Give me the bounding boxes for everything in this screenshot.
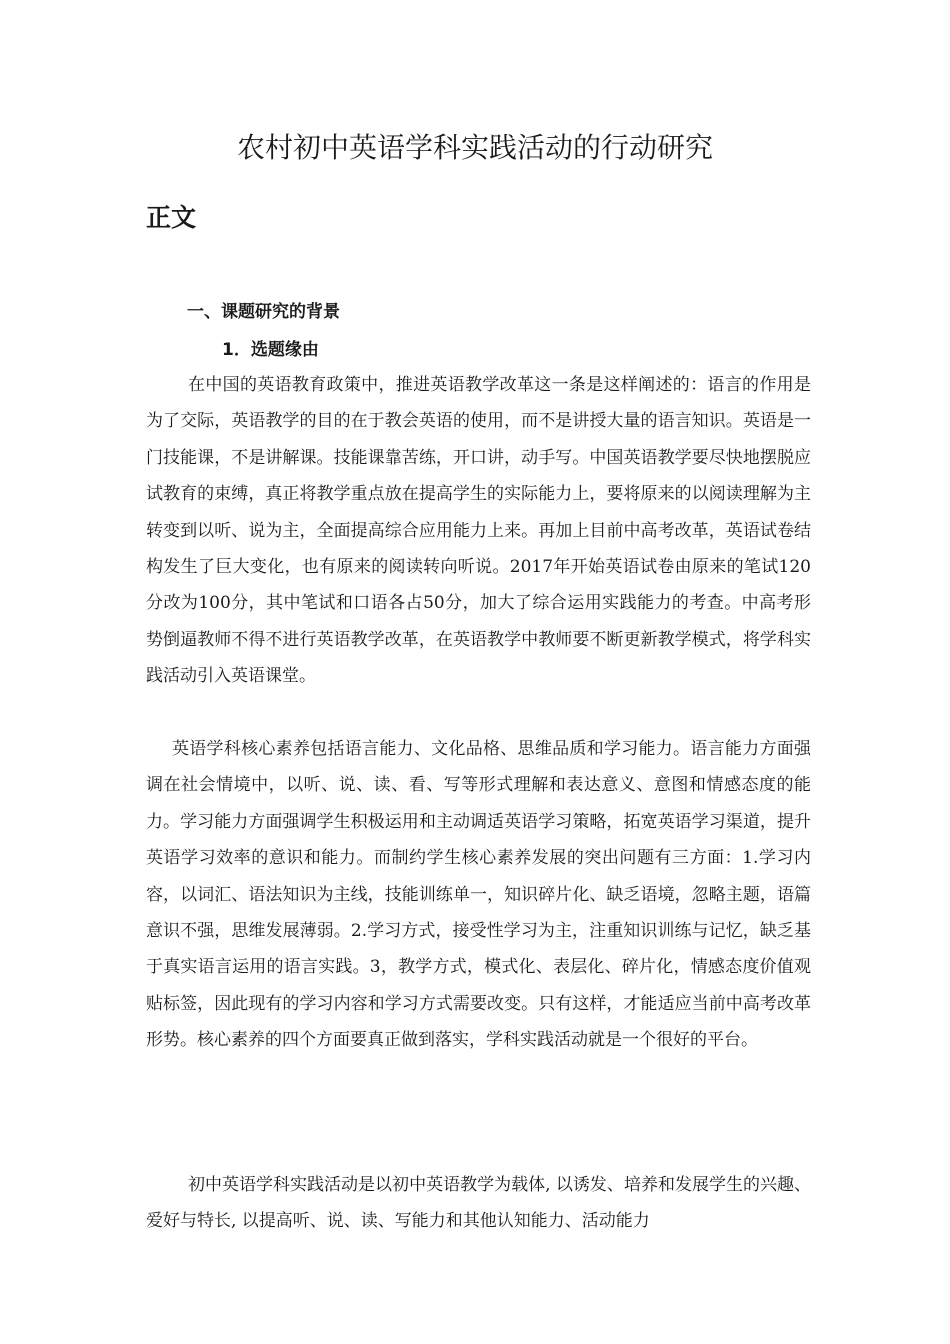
paragraph-1: 在中国的英语教育政策中，推进英语教学改革这一条是这样阐述的：语言的作用是为了交际，英语教学的目的在于教会英语的使用，而不是讲授大量的语言知识。英语是一门技能课，不是讲解课。技能课靠苦练，开口讲，动手写。中国英语教学要尽快地摆脱应试教育的束缚，真正将教学重点放在提高学生的实际能力上，要将原来的以阅读理解为主转变到以听、说为主，全面提高综合应用能力上来。再加上目前中高考改革，英语试卷结构发生了巨大变化，也有原来的阅读转向听说。2017年开始英语试卷由原来的笔试120分改为100分，其中笔试和口语各占50分，加大了综合运用实践能力的考查。中高考形势倒逼教师不得不进行英语教学改革，在英语教学中教师要不断更新教学模式，将学科实践活动引入英语课堂。 xyxy=(146,375,811,687)
paragraph-3: 初中英语学科实践活动是以初中英语教学为载体, 以诱发、培养和发展学生的兴趣、爱好与特长, 以提高听、说、读、写能力和其他认知能力、活动能力 xyxy=(146,1175,811,1232)
paragraph-2: 英语学科核心素养包括语言能力、文化品格、思维品质和学习能力。语言能力方面强调在社会情境中，以听、说、读、看、写等形式理解和表达意义、意图和情感态度的能力。学习能力方面强调学生积极运用和主动调适英语学习策略，拓宽英语学习渠道，提升英语学习效率的意识和能力。而制约学生核心素养发展的突出问题有三方面：1.学习内容，以词汇、语法知识为主线，技能训练单一，知识碎片化、缺乏语境，忽略主题，语篇意识不强，思维发展薄弱。2.学习方式，接受性学习为主，注重知识训练与记忆，缺乏基于真实语言运用的语言实践。3，教学方式，模式化、表层化、碎片化，情感态度价值观贴标签，因此现有的学习内容和学习方式需要改变。只有这样，才能适应当前中高考改革形势。核心素养的四个方面要真正做到落实，学科实践活动就是一个很好的平台。 xyxy=(146,739,811,1051)
document-title: 农村初中英语学科实践活动的行动研究 xyxy=(236,131,713,164)
section-label: 正文 xyxy=(146,203,197,232)
heading-background: 一、课题研究的背景 xyxy=(187,302,340,322)
heading-topic-reason: 1．选题缘由 xyxy=(222,340,319,360)
